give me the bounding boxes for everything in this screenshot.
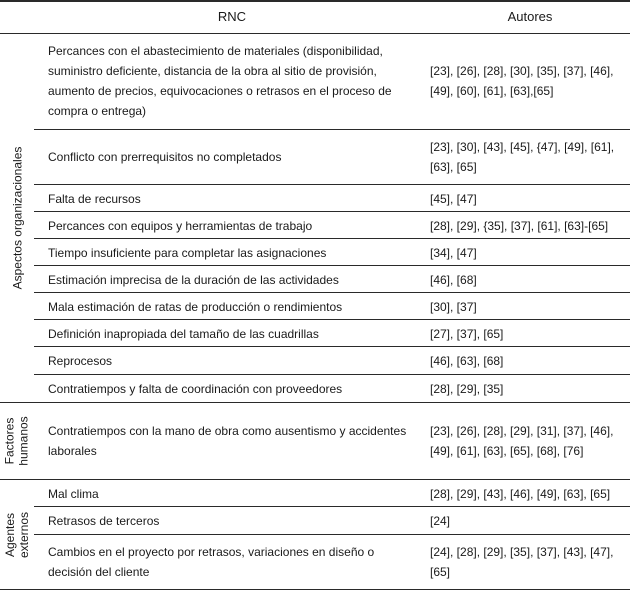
row-divider <box>34 238 630 239</box>
autores-cell: [23], [26], [28], [29], [31], [37], [46], [49], [61], [63], [65], [68], [76] <box>430 424 614 458</box>
autores-cell: [27], [37], [65] <box>430 326 504 341</box>
autores-cell: [30], [37] <box>430 299 477 314</box>
rnc-cell: Percances con el abastecimiento de materiales (disponibilidad, suministro deficiente, distancia de la obra al sitio de provisión, aumento de precios, equivocaciones o retrasos en el proceso de compra o entrega) <box>48 44 392 118</box>
group-label-factores-humanos: Factores humanos <box>3 416 31 466</box>
group-divider <box>0 402 630 403</box>
rnc-cell: Contratiempos y falta de coordinación con proveedores <box>48 381 343 396</box>
rnc-cell: Definición inapropiada del tamaño de las cuadrillas <box>48 326 319 341</box>
autores-cell: [45], [47] <box>430 191 477 206</box>
rnc-cell: Contratiempos con la mano de obra como ausentismo y accidentes laborales <box>48 424 407 458</box>
group-label-agentes-externos: Agentes externos <box>3 511 31 559</box>
row-divider <box>34 319 630 320</box>
rnc-cell: Falta de recursos <box>48 191 141 206</box>
group-label-aspectos-organizacionales: Aspectos organizacionales <box>10 146 25 290</box>
autores-cell: [34], [47] <box>430 245 477 260</box>
row-divider <box>34 184 630 185</box>
autores-cell: [24], [28], [29], [35], [37], [43], [47], [65] <box>430 545 614 579</box>
rnc-cell: Conflicto con prerrequisitos no completados <box>48 150 282 164</box>
autores-cell: [23], [26], [28], [30], [35], [37], [46], [49], [60], [61], [63],[65] <box>430 64 614 98</box>
row-divider <box>34 129 630 130</box>
rnc-cell: Retrasos de terceros <box>48 513 160 528</box>
column-header-rnc: RNC <box>217 9 247 24</box>
rnc-cell: Reprocesos <box>48 354 113 368</box>
group-divider <box>0 479 630 480</box>
top-rule <box>0 0 630 2</box>
rnc-cell: Estimación imprecisa de la duración de las actividades <box>48 272 339 287</box>
rnc-cell: Mala estimación de ratas de producción o rendimientos <box>48 299 343 314</box>
row-divider <box>34 374 630 375</box>
bottom-rule <box>0 589 630 590</box>
row-divider <box>34 265 630 266</box>
autores-cell: [24] <box>430 513 451 528</box>
row-divider <box>34 292 630 293</box>
autores-cell: [28], [29], [43], [46], [49], [63], [65] <box>430 486 611 501</box>
rnc-cell: Cambios en el proyecto por retrasos, variaciones en diseño o decisión del cliente <box>48 545 375 579</box>
row-divider <box>34 534 630 535</box>
autores-cell: [28], [29], {35], [37], [61], [63]-[65] <box>430 218 609 233</box>
row-divider <box>34 346 630 347</box>
rnc-cell: Tiempo insuficiente para completar las asignaciones <box>48 245 327 260</box>
column-header-autores: Autores <box>507 9 553 24</box>
autores-cell: [46], [68] <box>430 272 477 287</box>
autores-cell: [23], [30], [43], [45], {47], [49], [61], [63], [65] <box>430 140 615 174</box>
autores-cell: [46], [63], [68] <box>430 354 504 368</box>
row-divider <box>34 211 630 212</box>
header-rule <box>0 33 630 34</box>
autores-cell: [28], [29], [35] <box>430 381 504 396</box>
rnc-cell: Percances con equipos y herramientas de trabajo <box>48 218 313 233</box>
rnc-cell: Mal clima <box>48 486 99 501</box>
row-divider <box>34 506 630 507</box>
